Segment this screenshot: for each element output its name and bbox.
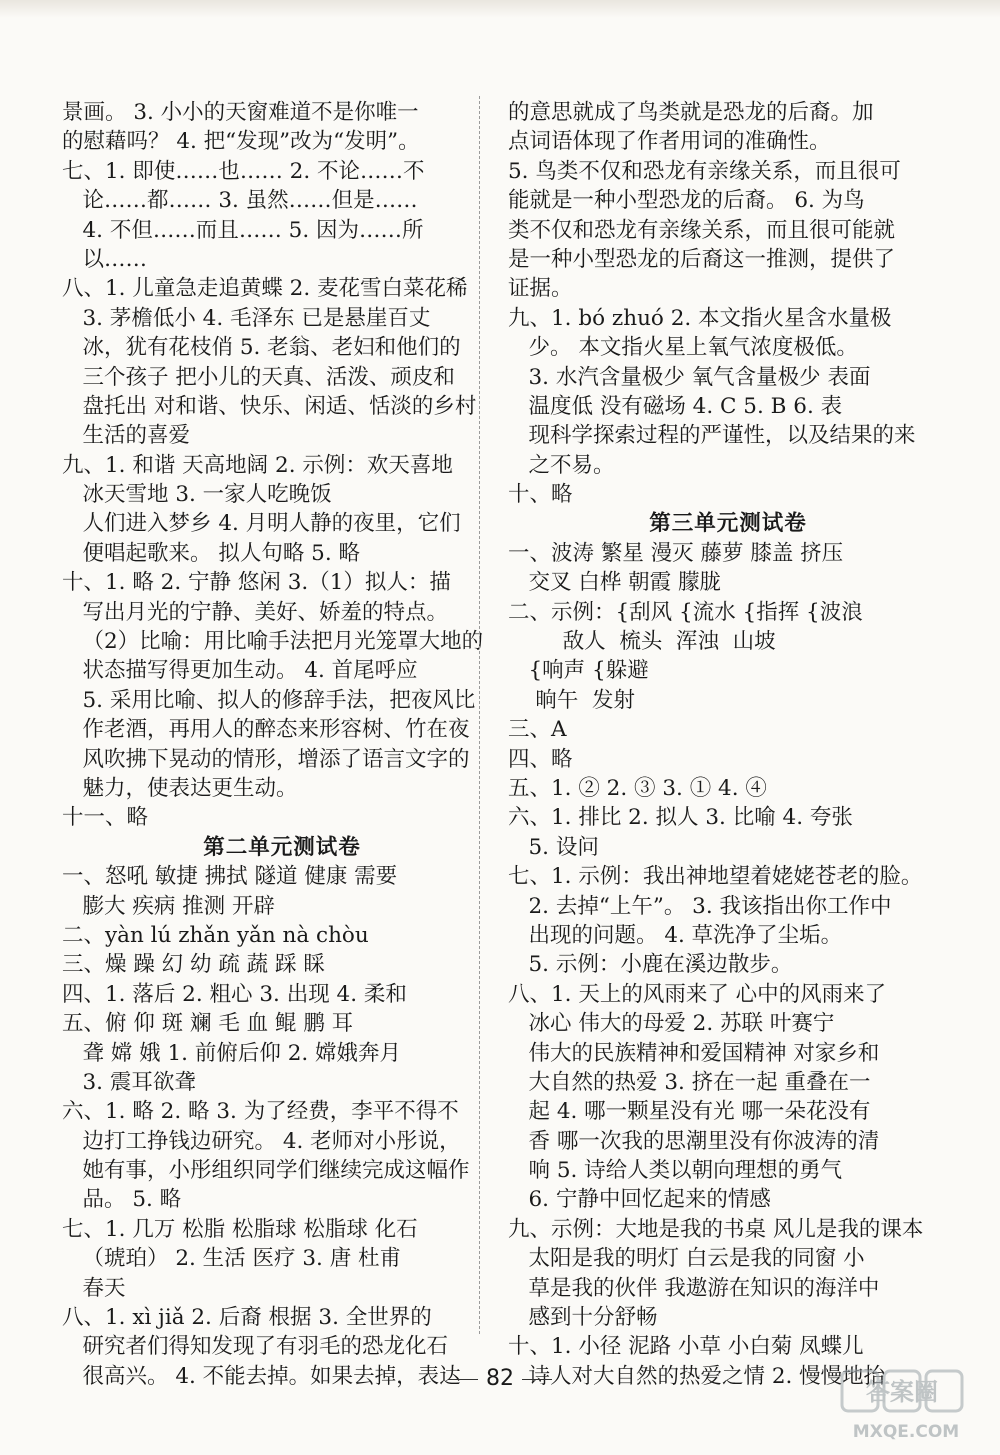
- answer-line: 之不易。: [508, 452, 615, 478]
- column-divider: [479, 96, 480, 1334]
- answer-line: （琥珀） 2. 生活 医疗 3. 唐 杜甫: [62, 1246, 402, 1272]
- answer-line: 研究者们得知发现了有羽毛的恐龙化石: [62, 1334, 449, 1360]
- answer-line: 状态描写得更加生动。 4. 首尾呼应: [62, 658, 418, 684]
- answer-line: 盘托出 对和谐、快乐、闲适、恬淡的乡村: [62, 393, 477, 419]
- page-number-text: 82: [486, 1366, 514, 1391]
- answer-line: 草是我的伙伴 我遨游在知识的海洋中: [508, 1275, 880, 1301]
- answer-line: 二、示例：{刮风 {流水 {指挥 {波浪: [508, 599, 863, 625]
- answer-line: 四、略: [508, 746, 573, 772]
- answer-line: 春天: [62, 1275, 126, 1301]
- page-number-dash-right: [522, 1379, 552, 1380]
- answer-line: 晌午 发射: [508, 687, 636, 713]
- answer-line: 二、yàn lú zhǎn yǎn nà chòu: [62, 922, 369, 948]
- answer-line: 生活的喜爱: [62, 423, 191, 449]
- answer-line: 四、1. 落后 2. 粗心 3. 出现 4. 柔和: [62, 981, 407, 1007]
- answer-line: 七、1. 示例：我出神地望着姥姥苍老的脸。: [508, 864, 923, 890]
- answer-line: 风吹拂下晃动的情形，增添了语言文字的: [62, 746, 470, 772]
- answer-line: 七、1. 即使……也…… 2. 不论……不: [62, 158, 425, 184]
- answer-line: 三、A: [508, 717, 567, 743]
- answer-line: 响 5. 诗给人类以朝向理想的勇气: [508, 1158, 843, 1184]
- answer-line: 她有事，小彤组织同学们继续完成这幅作: [62, 1158, 470, 1184]
- answer-line: 冰天雪地 3. 一家人吃晚饭: [62, 482, 332, 508]
- answer-line: 论……都…… 3. 虽然……但是……: [62, 188, 418, 214]
- answer-line: 很高兴。 4. 不能去掉。如果去掉，表达: [62, 1363, 461, 1389]
- answer-line: 五、俯 仰 斑 斓 毛 血 鲲 鹏 耳: [62, 1011, 354, 1037]
- answer-line: 4. 不但……而且…… 5. 因为……所: [62, 217, 424, 243]
- answer-line: 敌人 梳头 浑浊 山坡: [508, 629, 776, 655]
- answer-line: 伟大的民族精神和爱国精神 对家乡和: [508, 1040, 880, 1066]
- answer-line: 诗人对大自然的热爱之情 2. 慢慢地抬: [508, 1363, 886, 1389]
- answer-line: 5. 示例：小鹿在溪边散步。: [508, 952, 793, 978]
- answer-line: 六、1. 排比 2. 拟人 3. 比喻 4. 夸张: [508, 805, 853, 831]
- answer-line: 3. 茅檐低小 4. 毛泽东 已是悬崖百丈: [62, 305, 431, 331]
- answer-line: 六、1. 略 2. 略 3. 为了经费，李平不得不: [62, 1099, 459, 1125]
- answer-line: 起 4. 哪一颗星没有光 哪一朵花没有: [508, 1099, 871, 1125]
- answer-line: 是一种小型恐龙的后裔这一推测，提供了: [508, 246, 896, 272]
- left-column: [62, 98, 502, 1391]
- answer-line: 2. 去掉“上午”。 3. 我该指出你工作中: [508, 893, 892, 919]
- answer-line: 十一、略: [62, 805, 149, 831]
- answer-line: 魅力，使表达更生动。: [62, 775, 298, 801]
- answer-line: 膨大 疾病 推测 开辟: [62, 893, 276, 919]
- answer-line: 三、燥 躁 幻 幼 疏 蔬 踩 睬: [62, 952, 325, 978]
- answer-line: 证据。: [508, 276, 573, 302]
- answer-line: 温度低 没有磁场 4. C 5. B 6. 表: [508, 393, 843, 419]
- section-heading: 第二单元测试卷: [203, 834, 361, 860]
- answer-line: 三个孩子 把小儿的天真、活泼、顽皮和: [62, 364, 455, 390]
- answer-line: 八、1. 儿童急走追黄蝶 2. 麦花雪白菜花稀: [62, 276, 468, 302]
- section-heading: 第三单元测试卷: [649, 511, 807, 537]
- answer-line: 大自然的热爱 3. 挤在一起 重叠在一: [508, 1069, 871, 1095]
- answer-line: 的慰藉吗？ 4. 把“发现”改为“发明”。: [62, 129, 420, 155]
- answer-line: 写出月光的宁静、美好、娇羞的特点。: [62, 599, 449, 625]
- answer-line: 6. 宁静中回忆起来的情感: [508, 1187, 771, 1213]
- answer-line: 能就是一种小型恐龙的后裔。 6. 为鸟: [508, 188, 865, 214]
- answer-line: 少。 本文指火星上氧气浓度极低。: [508, 335, 858, 361]
- answer-line: 人们进入梦乡 4. 月明人静的夜里，它们: [62, 511, 461, 537]
- answer-line: 太阳是我的明灯 白云是我的同窗 小: [508, 1246, 865, 1272]
- answer-line: {响声 {躲避: [508, 658, 649, 684]
- answer-line: 5. 鸟类不仅和恐龙有亲缘关系，而且很可: [508, 158, 901, 184]
- watermark-url: MXQE.COM: [852, 1422, 960, 1442]
- answer-line: 边打工挣钱边研究。 4. 老师对小彤说，: [62, 1128, 461, 1154]
- answer-line: 景画。 3. 小小的天窗难道不是你唯一: [62, 100, 419, 125]
- answer-line: 5. 设问: [508, 834, 599, 860]
- answer-line: 点词语体现了作者用词的准确性。: [508, 129, 831, 155]
- answer-line: 九、示例：大地是我的书桌 风儿是我的课本: [508, 1216, 924, 1242]
- answer-line: 聋 嫦 娥 1. 前俯后仰 2. 嫦娥奔月: [62, 1040, 402, 1066]
- answer-line: 十、1. 略 2. 宁静 悠闲 3.（1）拟人：描: [62, 570, 451, 596]
- answer-line: 冰心 伟大的母爱 2. 苏联 叶赛宁: [508, 1011, 835, 1037]
- answer-line: 以……: [62, 246, 148, 272]
- page-number-dash-left: [448, 1379, 478, 1380]
- answer-line: 3. 水汽含量极少 氧气含量极少 表面: [508, 364, 871, 390]
- answer-line: 现科学探索过程的严谨性，以及结果的来: [508, 423, 916, 449]
- answer-line: 九、1. 和谐 天高地阔 2. 示例：欢天喜地: [62, 452, 453, 478]
- answer-line: 一、波涛 繁星 漫灭 藤萝 膝盖 挤压: [508, 540, 844, 566]
- answer-line: 感到十分舒畅: [508, 1305, 658, 1331]
- answer-line: 交叉 白桦 朝霞 朦胧: [508, 570, 722, 596]
- answer-line: 一、怒吼 敏捷 拂拭 隧道 健康 需要: [62, 864, 398, 890]
- answer-line: 香 哪一次我的思潮里没有你波涛的清: [508, 1128, 880, 1154]
- answer-line: 冰，犹有花枝俏 5. 老翁、老妇和他们的: [62, 335, 461, 361]
- watermark-logo-text: 答案圈: [866, 1378, 938, 1406]
- answer-line: 3. 震耳欲聋: [62, 1069, 196, 1095]
- answer-line: 七、1. 几万 松脂 松脂球 松脂球 化石: [62, 1216, 418, 1242]
- answer-line: 九、1. bó zhuó 2. 本文指火星含水量极: [508, 305, 892, 331]
- answer-line: 品。 5. 略: [62, 1187, 182, 1213]
- watermark-logo: [836, 1367, 986, 1447]
- answer-line: 八、1. 天上的风雨来了 心中的风雨来了: [508, 981, 887, 1007]
- answer-line: 的意思就成了鸟类就是恐龙的后裔。加: [508, 100, 874, 125]
- scan-edge: [0, 0, 1000, 18]
- answer-line: 八、1. xì jiǎ 2. 后裔 根据 3. 全世界的: [62, 1305, 432, 1331]
- answer-line: 五、1. ② 2. ③ 3. ① 4. ④: [508, 775, 767, 801]
- answer-line: 十、1. 小径 泥路 小草 小白菊 凤蝶儿: [508, 1334, 864, 1360]
- answer-line: 类不仅和恐龙有亲缘关系，而且很可能就: [508, 217, 896, 243]
- right-column: [508, 98, 948, 1391]
- answer-line: 便唱起歌来。 拟人句略 5. 略: [62, 540, 361, 566]
- answer-line: 十、略: [508, 482, 573, 508]
- answer-line: （2）比喻：用比喻手法把月光笼罩大地的: [62, 629, 484, 655]
- answer-line: 作老酒，再用人的醉态来形容树、竹在夜: [62, 717, 470, 743]
- answer-line: 5. 采用比喻、拟人的修辞手法，把夜风比: [62, 687, 476, 713]
- answer-line: 出现的问题。 4. 草洗净了尘垢。: [508, 922, 843, 948]
